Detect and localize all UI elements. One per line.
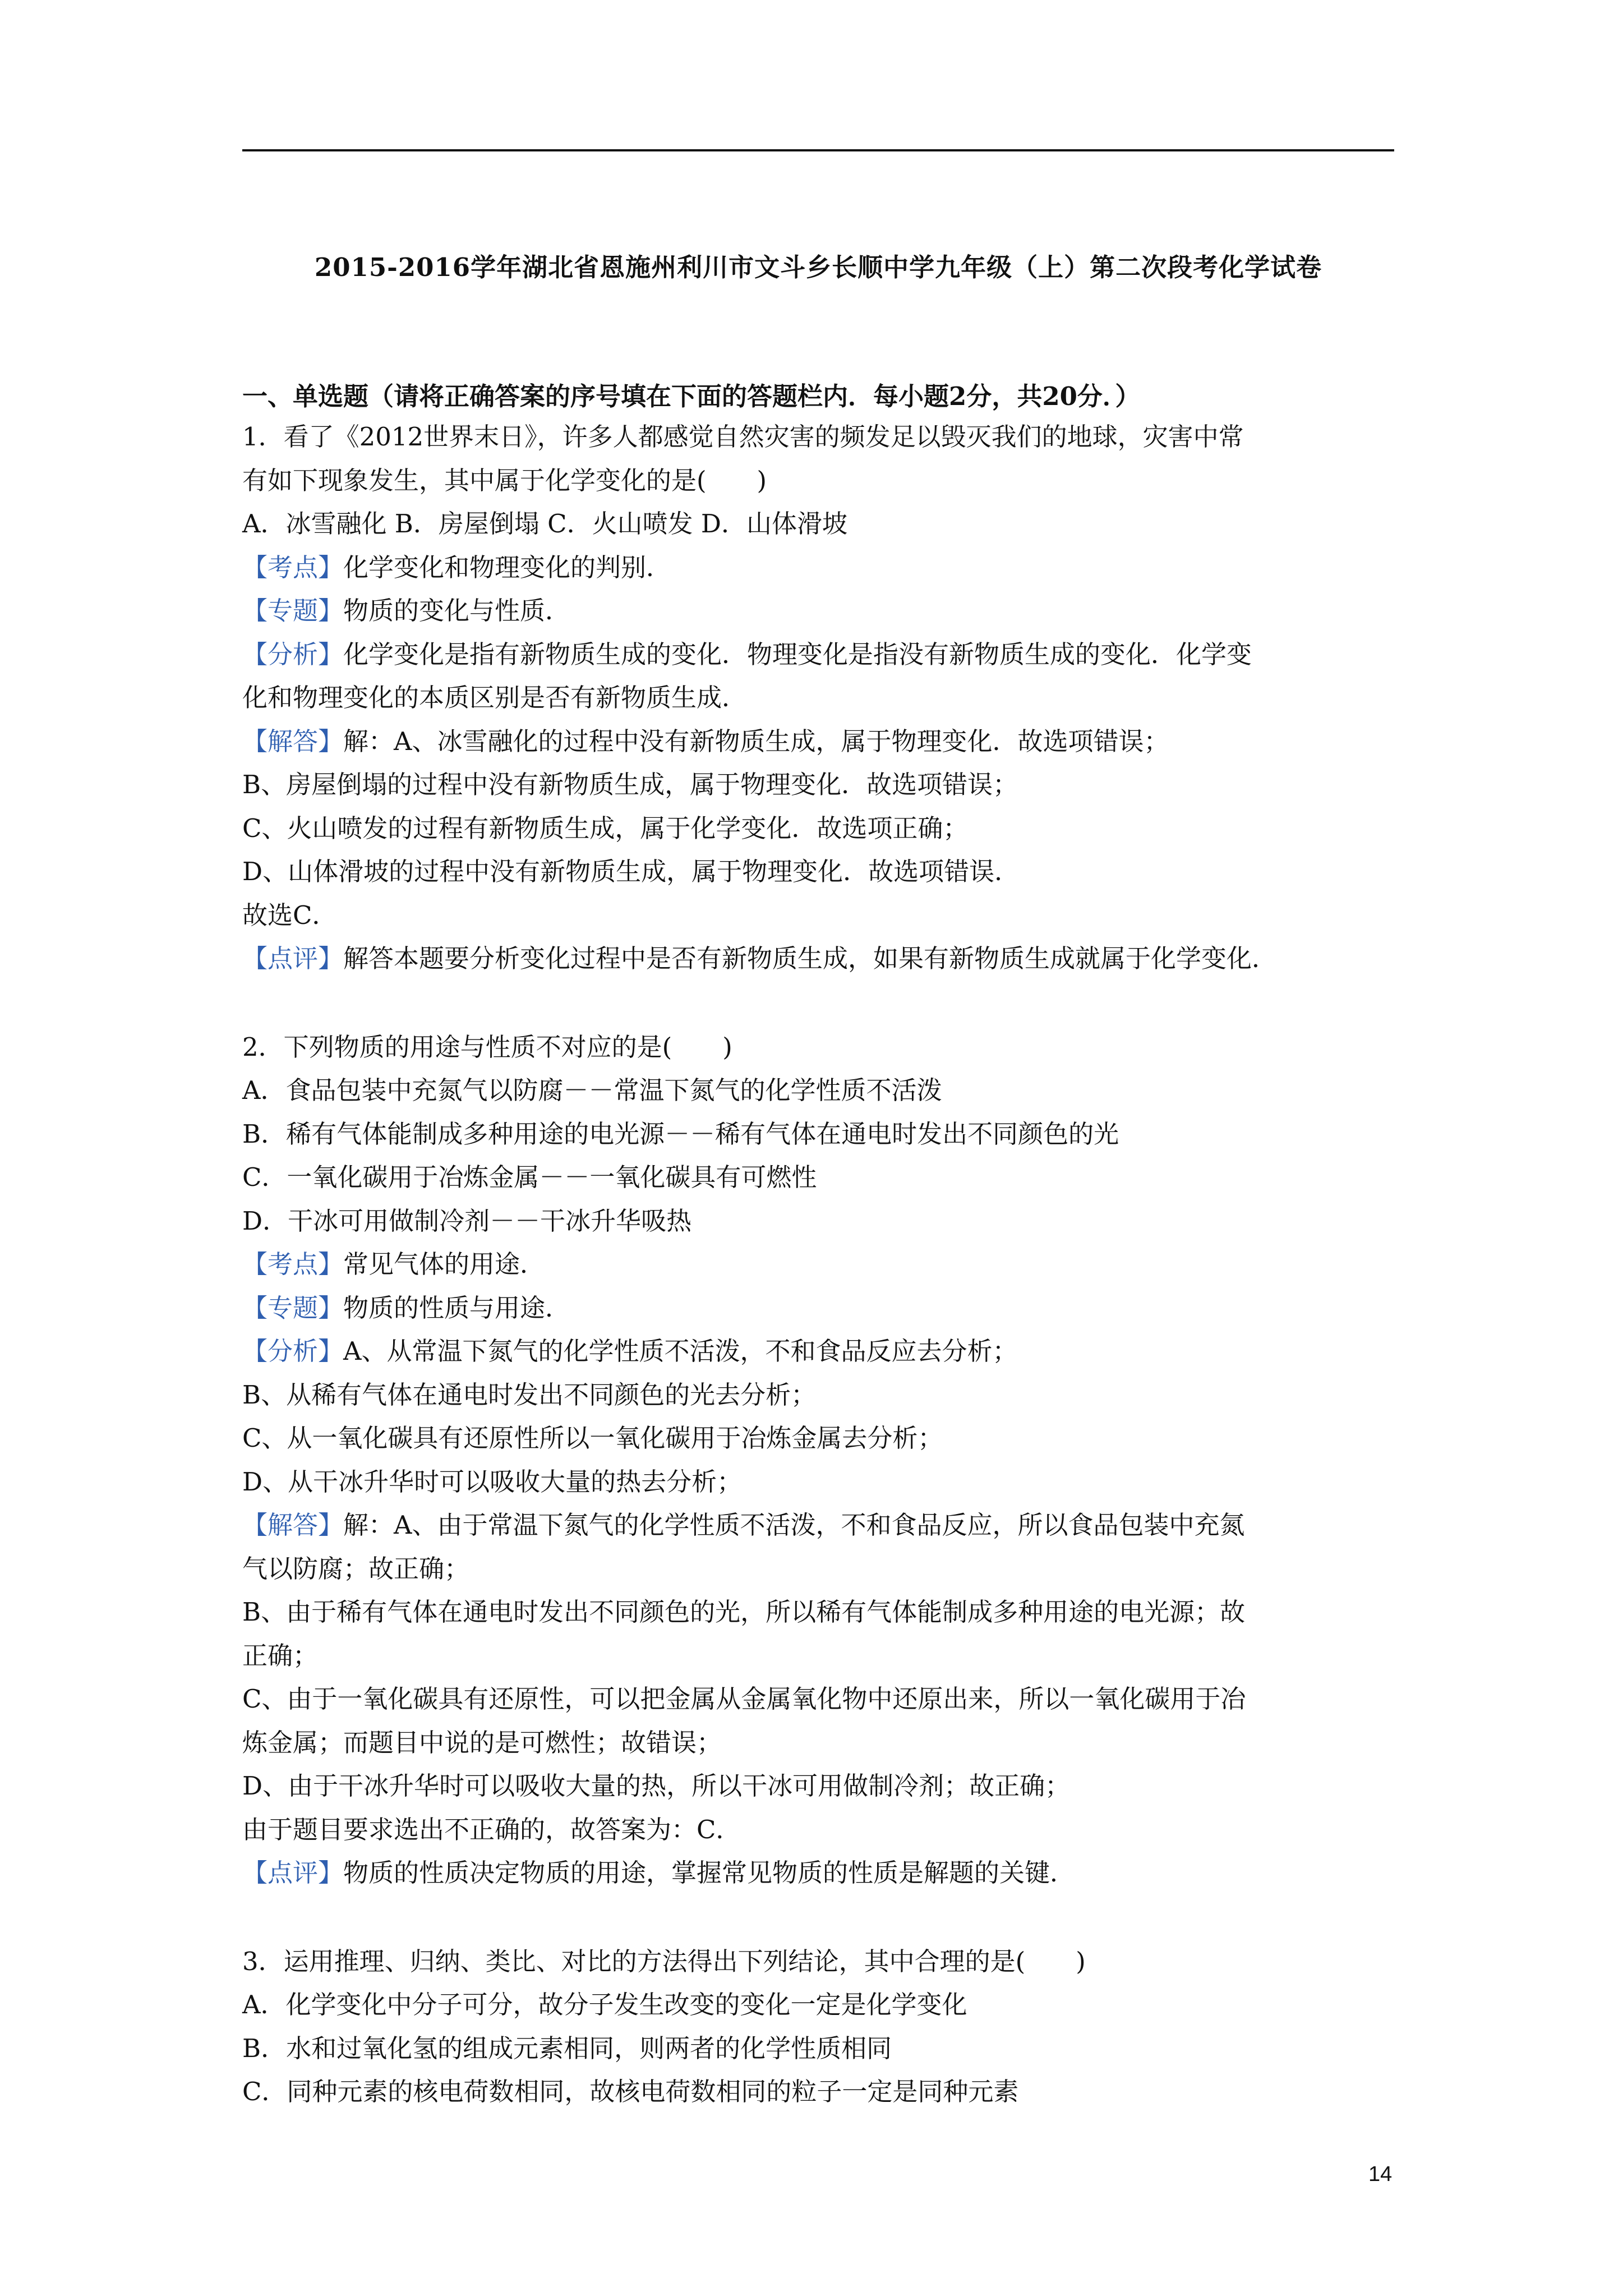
q2-kaodian <box>242 1243 1409 1286</box>
q2-option-b: B．稀有气体能制成多种用途的电光源－－稀有气体在通电时发出不同颜色的光 <box>242 1119 1119 1149</box>
kaodian-text: 化学变化和物理变化的判别． <box>343 552 672 582</box>
kaodian-text: 常见气体的用途． <box>343 1249 546 1279</box>
fenxi-tag: 【分析】 <box>242 1336 344 1366</box>
jieda-tag: 【解答】 <box>242 726 344 756</box>
section-heading: 一、单选题（请将正确答案的序号填在下面的答题栏内．每小题2分，共20分．） <box>242 381 1141 411</box>
q1-jieda-line-3: C、火山喷发的过程有新物质生成，属于化学变化．故选项正确； <box>242 813 969 843</box>
page-number: 14 <box>1368 2162 1393 2186</box>
q1-fenxi-line-2: 化和物理变化的本质区别是否有新物质生成． <box>242 683 748 712</box>
document-title: 2015-2016学年湖北省恩施州利川市文斗乡长顺中学九年级（上）第二次段考化学试卷 <box>314 252 1322 282</box>
fenxi-tag: 【分析】 <box>242 639 344 669</box>
q2-stem: 2．下列物质的用途与性质不对应的是( ) <box>242 1032 732 1062</box>
jieda-text: 解：A、由于常温下氮气的化学性质不活泼，不和食品反应，所以食品包装中充氮 <box>343 1510 1245 1540</box>
q3-option-c: C．同种元素的核电荷数相同，故核电荷数相同的粒子一定是同种元素 <box>242 2077 1019 2106</box>
q2-jieda-line-3: B、由于稀有气体在通电时发出不同颜色的光，所以稀有气体能制成多种用途的电光源；故 <box>242 1597 1246 1627</box>
fenxi-text: A、从常温下氮气的化学性质不活泼，不和食品反应去分析； <box>343 1336 1018 1366</box>
q2-fenxi-line-3: C、从一氧化碳具有还原性所以一氧化碳用于冶炼金属去分析； <box>242 1423 943 1453</box>
q2-dianping <box>242 1851 1409 1895</box>
q1-jieda-line-4: D、山体滑坡的过程中没有新物质生成，属于物理变化．故选项错误． <box>242 857 1020 886</box>
header-rule <box>242 149 1394 151</box>
q1-fenxi <box>242 633 1409 677</box>
q2-jieda-line-7: D、由于干冰升华时可以吸收大量的热，所以干冰可用做制冷剂；故正确； <box>242 1771 1071 1801</box>
q2-jieda-line-8: 由于题目要求选出不正确的，故答案为：C． <box>242 1814 741 1844</box>
q1-jieda-line-5: 故选C． <box>242 900 338 930</box>
q2-jieda-line-5: C、由于一氧化碳具有还原性，可以把金属从金属氧化物中还原出来，所以一氧化碳用于冶 <box>242 1684 1246 1714</box>
kaodian-tag: 【考点】 <box>242 1249 344 1279</box>
question-block <box>242 415 1409 2114</box>
q1-kaodian <box>242 546 1409 590</box>
jieda-tag: 【解答】 <box>242 1510 344 1540</box>
q1-stem-line-2: 有如下现象发生，其中属于化学变化的是( ) <box>242 465 767 495</box>
q3-option-a: A．化学变化中分子可分，故分子发生改变的变化一定是化学变化 <box>242 1990 967 2019</box>
q2-option-d: D．干冰可用做制冷剂－－干冰升华吸热 <box>242 1205 692 1236</box>
q2-fenxi-line-4: D、从干冰升华时可以吸收大量的热去分析； <box>242 1466 743 1497</box>
dianping-tag: 【点评】 <box>242 944 344 973</box>
dianping-tag: 【点评】 <box>242 1858 344 1888</box>
fenxi-text: 化学变化是指有新物质生成的变化．物理变化是指没有新物质生成的变化．化学变 <box>343 639 1252 669</box>
zhuanti-text: 物质的性质与用途． <box>343 1292 571 1323</box>
q2-jieda-line-6: 炼金属；而题目中说的是可燃性；故错误； <box>242 1727 722 1757</box>
zhuanti-tag: 【专题】 <box>242 1292 344 1323</box>
q1-options: A．冰雪融化 B．房屋倒塌 C．火山喷发 D．山体滑坡 <box>242 509 847 539</box>
q2-option-a: A．食品包装中充氮气以防腐－－常温下氮气的化学性质不活泼 <box>242 1075 942 1105</box>
zhuanti-tag: 【专题】 <box>242 596 344 625</box>
q2-jieda-line-4: 正确； <box>242 1640 319 1671</box>
q2-jieda <box>242 1503 1409 1547</box>
kaodian-tag: 【考点】 <box>242 552 344 582</box>
q1-jieda-line-2: B、房屋倒塌的过程中没有新物质生成，属于物理变化．故选项错误； <box>242 770 1018 799</box>
q3-option-b: B．水和过氧化氢的组成元素相同，则两者的化学性质相同 <box>242 2033 892 2063</box>
dianping-text: 物质的性质决定物质的用途，掌握常见物质的性质是解题的关键． <box>343 1858 1076 1888</box>
q2-fenxi <box>242 1329 1409 1373</box>
q1-zhuanti <box>242 589 1409 633</box>
jieda-text: 解：A、冰雪融化的过程中没有新物质生成，属于物理变化．故选项错误； <box>343 726 1169 756</box>
zhuanti-text: 物质的变化与性质． <box>343 596 571 625</box>
q1-dianping <box>242 937 1409 981</box>
q1-stem-line-1: 1．看了《2012世界末日》，许多人都感觉自然灾害的频发足以毁灭我们的地球，灾害中常 <box>242 422 1244 452</box>
dianping-text: 解答本题要分析变化过程中是否有新物质生成，如果有新物质生成就属于化学变化． <box>343 944 1278 973</box>
q2-option-c: C．一氧化碳用于冶炼金属－－一氧化碳具有可燃性 <box>242 1162 817 1192</box>
q2-fenxi-line-2: B、从稀有气体在通电时发出不同颜色的光去分析； <box>242 1379 817 1410</box>
q3-stem: 3．运用推理、归纳、类比、对比的方法得出下列结论，其中合理的是( ) <box>242 1946 1086 1976</box>
q2-zhuanti <box>242 1286 1409 1330</box>
q1-jieda <box>242 720 1409 763</box>
q2-jieda-line-2: 气以防腐；故正确； <box>242 1553 470 1584</box>
